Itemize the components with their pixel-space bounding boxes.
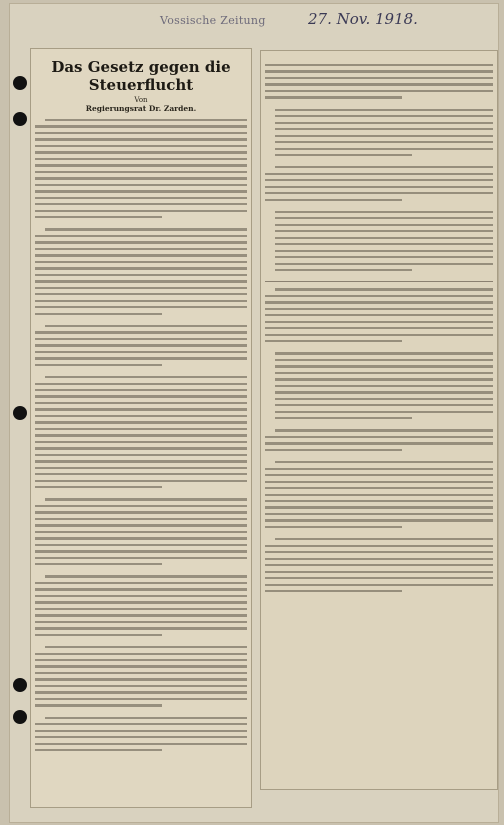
paragraph bbox=[35, 717, 247, 752]
punch-hole bbox=[13, 112, 27, 126]
column-divider bbox=[265, 281, 493, 282]
punch-hole bbox=[13, 76, 27, 90]
paragraph bbox=[35, 498, 247, 565]
paragraph bbox=[265, 288, 493, 342]
byline-prefix: Von bbox=[134, 96, 148, 104]
punch-hole bbox=[13, 678, 27, 692]
article-title: Das Gesetz gegen die Steuerflucht bbox=[51, 58, 231, 94]
paragraph bbox=[35, 376, 247, 488]
paragraph bbox=[35, 119, 247, 218]
paragraph bbox=[35, 325, 247, 366]
paragraph bbox=[265, 538, 493, 592]
clipping-column-right bbox=[260, 50, 498, 790]
article-body-left bbox=[30, 119, 252, 751]
numbered-list bbox=[265, 211, 493, 272]
article-author: Regierungsrat Dr. Zarden. bbox=[85, 104, 197, 113]
archive-sheet bbox=[10, 4, 498, 822]
paragraph bbox=[35, 228, 247, 314]
paragraph bbox=[265, 461, 493, 528]
numbered-list bbox=[265, 109, 493, 157]
newspaper-name: Vossische Zeitung bbox=[160, 14, 266, 27]
paragraph bbox=[265, 429, 493, 451]
paragraph bbox=[265, 64, 493, 99]
numbered-list bbox=[265, 352, 493, 419]
clipping-column-left bbox=[30, 48, 252, 808]
clipping-header bbox=[160, 10, 458, 32]
punch-hole bbox=[13, 710, 27, 724]
article-body-right bbox=[260, 50, 498, 592]
paragraph bbox=[35, 575, 247, 636]
handwritten-date: 27. Nov. 1918. bbox=[308, 10, 418, 28]
paragraph bbox=[265, 166, 493, 201]
punch-hole bbox=[13, 406, 27, 420]
paragraph bbox=[35, 646, 247, 707]
